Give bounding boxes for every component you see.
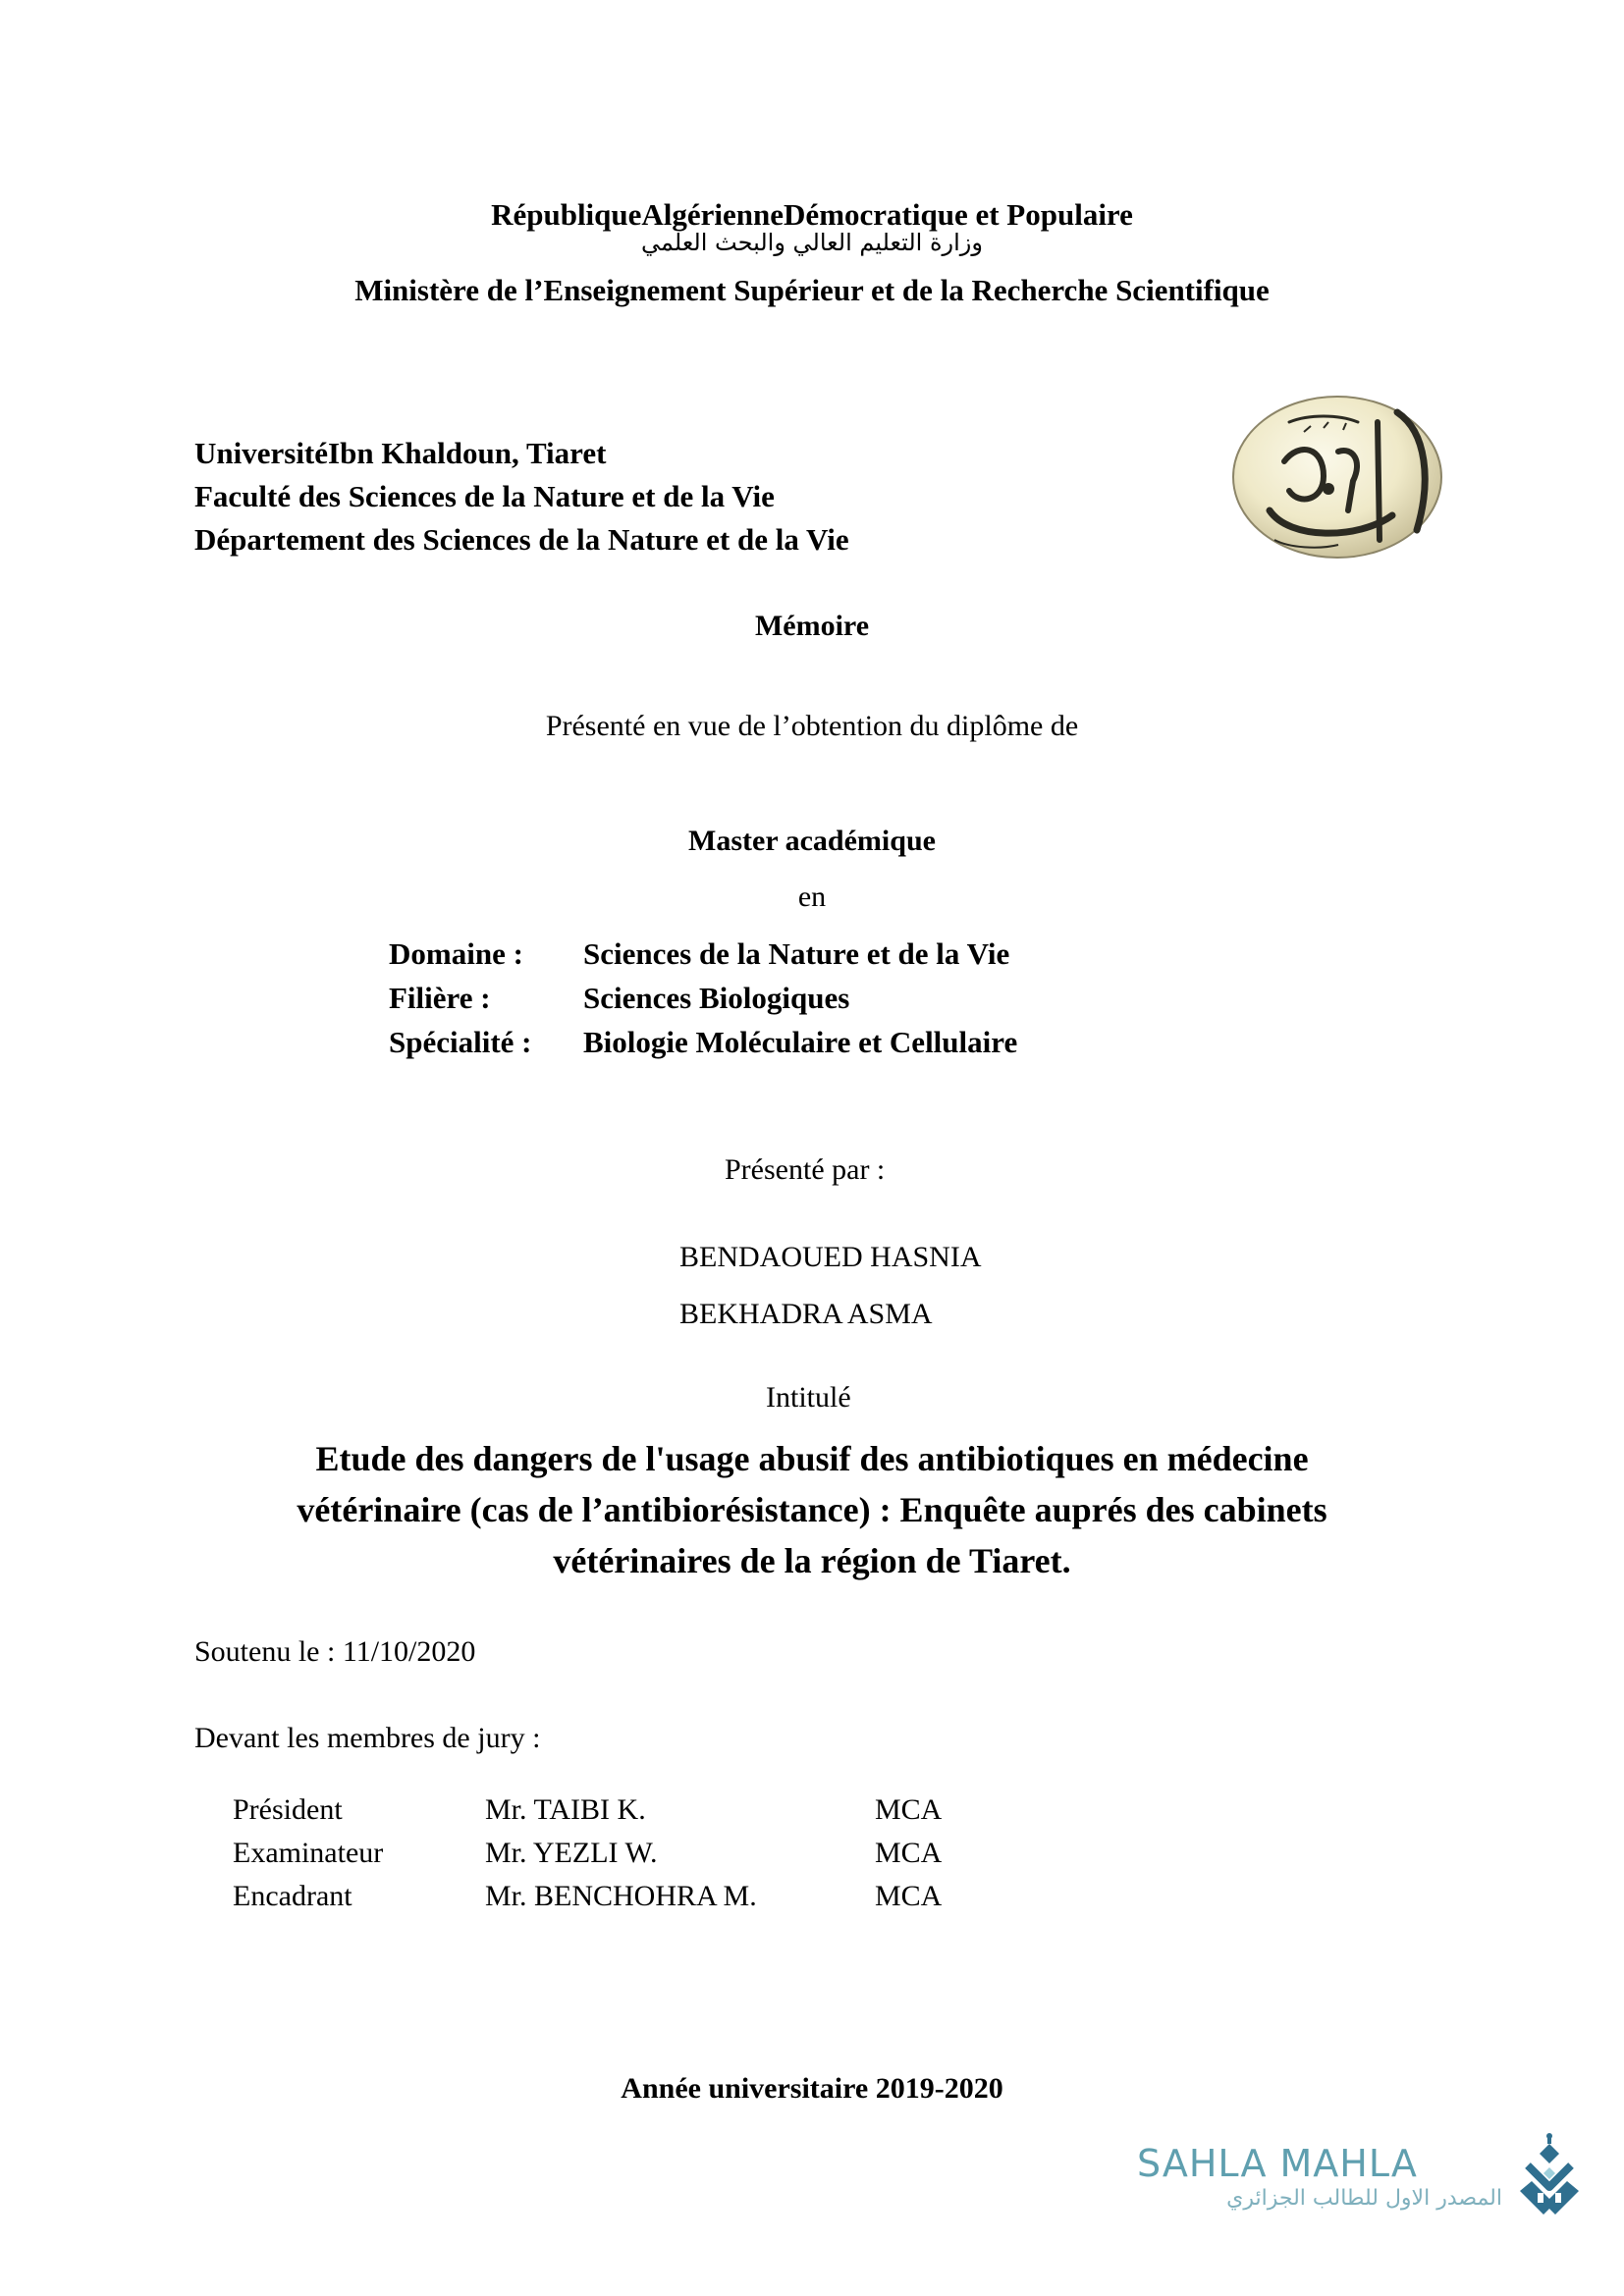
jury-grade: MCA bbox=[875, 1837, 943, 1869]
ministry-arabic-heading: وزارة التعليم العالي والبحث العلمي bbox=[641, 229, 983, 256]
university-seal-icon bbox=[1230, 393, 1444, 561]
republic-heading: RépubliqueAlgérienneDémocratique et Populaire bbox=[491, 197, 1133, 232]
field-label: Filière : bbox=[389, 981, 491, 1015]
thesis-title-line: Etude des dangers de l'usage abusif des antibiotiques en médecine bbox=[315, 1439, 1309, 1478]
field-value: Sciences Biologiques bbox=[583, 981, 850, 1015]
sahla-mahla-emblem-icon bbox=[1514, 2132, 1585, 2222]
ministry-heading: Ministère de l’Enseignement Supérieur et de la Recherche Scientifique bbox=[354, 273, 1270, 307]
jury-role: Président bbox=[233, 1793, 343, 1826]
thesis-title-line: vétérinaire (cas de l’antibiorésistance) : Enquête auprés des cabinets bbox=[297, 1490, 1327, 1529]
jury-name: Mr. BENCHOHRA M. bbox=[485, 1880, 757, 1912]
jury-grade: MCA bbox=[875, 1880, 943, 1912]
defense-date: Soutenu le : 11/10/2020 bbox=[194, 1635, 476, 1668]
university-name: UniversitéIbn Khaldoun, Tiaret bbox=[194, 436, 607, 470]
author-name: BENDAOUED HASNIA bbox=[679, 1241, 982, 1273]
jury-name: Mr. YEZLI W. bbox=[485, 1837, 658, 1869]
document-purpose: Présenté en vue de l’obtention du diplôme de bbox=[545, 710, 1079, 742]
field-value: Biologie Moléculaire et Cellulaire bbox=[583, 1025, 1018, 1059]
author-name: BEKHADRA ASMA bbox=[679, 1298, 933, 1330]
department-name: Département des Sciences de la Nature et de la Vie bbox=[194, 522, 849, 557]
degree-name: Master académique bbox=[688, 825, 936, 857]
authors-label: Présenté par : bbox=[725, 1153, 886, 1186]
degree-connector: en bbox=[797, 881, 827, 913]
sahla-mahla-watermark bbox=[1137, 2132, 1598, 2230]
faculty-name: Faculté des Sciences de la Nature et de la Vie bbox=[194, 479, 775, 513]
jury-role: Encadrant bbox=[233, 1880, 352, 1912]
watermark-brand: SAHLA MAHLA bbox=[1137, 2142, 1418, 2185]
jury-name: Mr. TAIBI K. bbox=[485, 1793, 646, 1826]
thesis-title-line: vétérinaires de la région de Tiaret. bbox=[553, 1541, 1071, 1580]
field-value: Sciences de la Nature et de la Vie bbox=[583, 936, 1010, 971]
jury-intro: Devant les membres de jury : bbox=[194, 1722, 541, 1754]
title-label: Intitulé bbox=[766, 1381, 851, 1414]
field-label: Domaine : bbox=[389, 936, 523, 971]
jury-role: Examinateur bbox=[233, 1837, 384, 1869]
field-label: Spécialité : bbox=[389, 1025, 532, 1059]
academic-year: Année universitaire 2019-2020 bbox=[621, 2072, 1003, 2105]
watermark-tagline: المصدر الاول للطالب الجزائري bbox=[1226, 2186, 1502, 2211]
jury-grade: MCA bbox=[875, 1793, 943, 1826]
document-type: Mémoire bbox=[754, 610, 870, 642]
